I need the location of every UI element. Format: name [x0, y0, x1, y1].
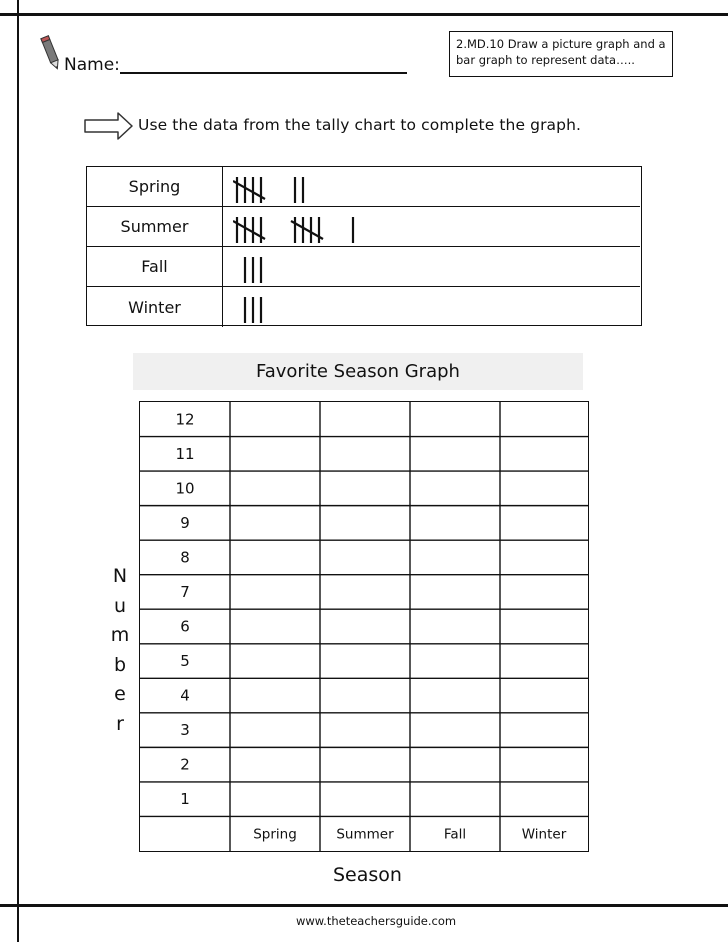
y-tick-label: 1 [180, 790, 190, 809]
y-tick-label: 8 [180, 548, 190, 567]
y-axis-letter: m [110, 624, 130, 646]
name-label: Name: [64, 55, 120, 75]
pencil-icon [39, 33, 63, 73]
y-tick-label: 9 [180, 513, 190, 532]
tally-chart [86, 166, 642, 326]
y-tick-label: 3 [180, 721, 190, 740]
tally-marks-summer [233, 213, 433, 245]
y-tick-label: 12 [175, 410, 195, 429]
tally-row-winter [87, 287, 640, 327]
left-margin-rule [17, 0, 19, 942]
y-axis-label [106, 562, 134, 739]
y-tick-label: 10 [175, 479, 195, 498]
x-category-label: Spring [253, 826, 297, 843]
y-axis-letter: r [116, 712, 124, 735]
x-category-label: Fall [443, 826, 467, 843]
arrow-right-icon [84, 111, 134, 141]
graph-title [133, 353, 583, 390]
y-tick-label: 5 [180, 652, 190, 671]
standard-box [449, 31, 673, 77]
y-tick-label: 7 [180, 582, 190, 601]
footer-url: www.theteachersguide.com [296, 914, 457, 928]
tally-label-fall: Fall [87, 247, 223, 286]
name-line[interactable] [120, 72, 407, 74]
standard-text: 2.MD.10 Draw a picture graph and a bar graph to represent data….. [456, 37, 666, 67]
x-category-label: Winter [521, 826, 567, 843]
tally-marks-winter [233, 293, 433, 325]
tally-row-fall [87, 247, 640, 287]
y-tick-label: 11 [175, 444, 195, 463]
top-rule [0, 13, 728, 16]
x-category-label: Summer [336, 826, 394, 843]
instructions: Use the data from the tally chart to complete the graph. [138, 116, 582, 134]
y-tick-label: 4 [180, 686, 190, 705]
y-tick-label: 2 [180, 755, 190, 774]
bar-graph-grid [139, 401, 589, 852]
tally-label-summer: Summer [87, 207, 223, 246]
y-axis-letter: e [114, 683, 126, 705]
y-axis-letter: b [113, 653, 127, 676]
y-axis-letter: u [113, 594, 127, 617]
tally-marks-fall [233, 253, 433, 285]
graph-title-text: Favorite Season Graph [256, 361, 460, 382]
tally-label-winter: Winter [87, 287, 223, 327]
tally-marks-spring [233, 173, 433, 205]
y-tick-label: 6 [180, 617, 190, 636]
tally-row-spring [87, 167, 640, 207]
tally-label-spring: Spring [87, 167, 223, 206]
x-axis-label: Season [333, 864, 402, 886]
bottom-rule [0, 904, 728, 907]
tally-row-summer [87, 207, 640, 247]
y-axis-letter: N [112, 565, 128, 587]
